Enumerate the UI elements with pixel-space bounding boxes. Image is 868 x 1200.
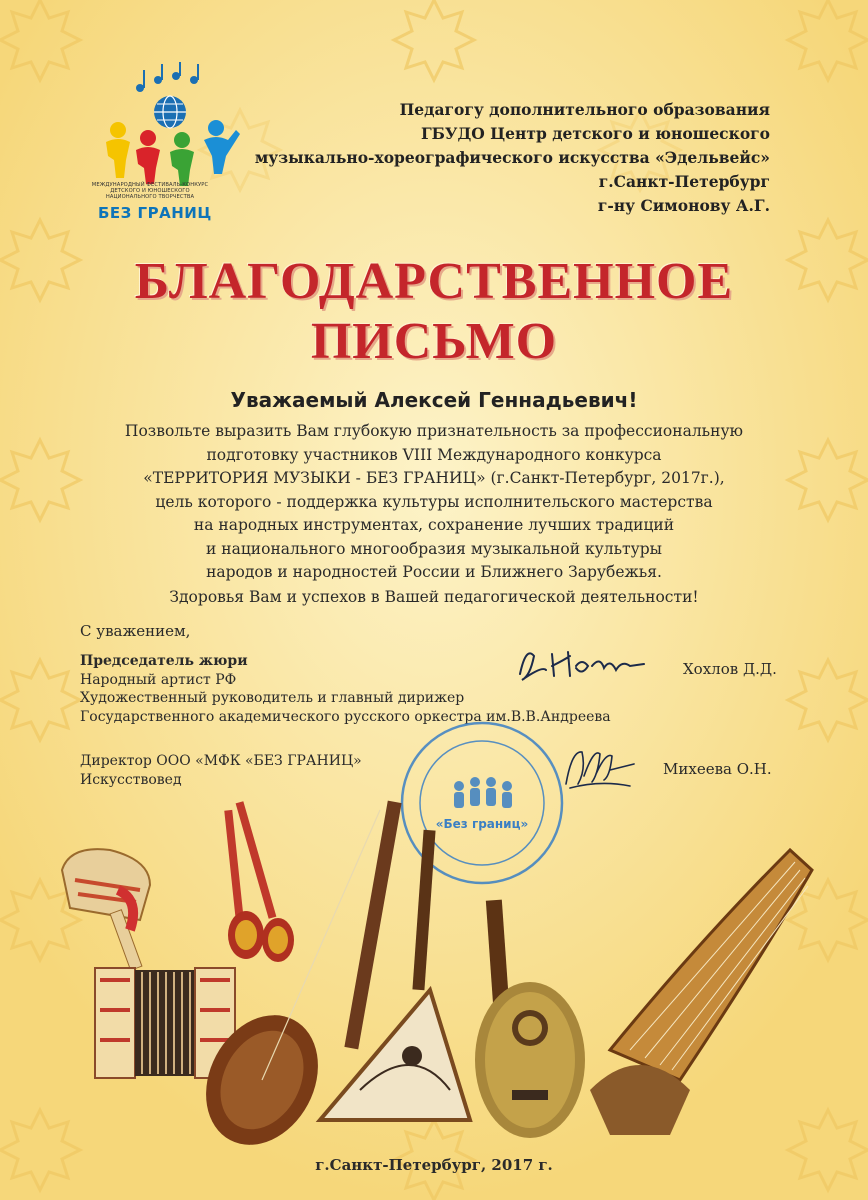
regards: С уважением, bbox=[80, 622, 191, 640]
logo-caption-line: НАЦИОНАЛЬНОГО ТВОРЧЕСТВА bbox=[105, 194, 195, 200]
body-paragraph bbox=[60, 420, 808, 585]
director-name: Михеева О.Н. bbox=[663, 760, 772, 778]
recipient-line: Педагогу дополнительного образования bbox=[399, 100, 770, 119]
logo-caption-line: МЕЖДУНАРОДНЫЙ ФЕСТИВАЛЬ-КОНКУРС bbox=[91, 182, 209, 188]
globe-icon bbox=[154, 96, 186, 128]
music-notes-icon bbox=[136, 62, 199, 92]
body-line: народов и народностей России и Ближнего Зарубежья. bbox=[206, 563, 662, 581]
gusli-icon bbox=[590, 850, 812, 1135]
wooden-rattle-icon bbox=[62, 849, 150, 970]
wooden-spoons-icon bbox=[224, 801, 294, 962]
director-title: Директор ООО «МФК «БЕЗ ГРАНИЦ» bbox=[80, 753, 362, 769]
recipient-line: ГБУДО Центр детского и юношеского bbox=[420, 124, 770, 143]
jury-chair-role: Председатель жюри bbox=[80, 653, 248, 669]
folk-instruments-illustration bbox=[0, 790, 868, 1160]
director-block bbox=[80, 752, 362, 789]
recipient-block bbox=[210, 98, 770, 218]
body-line: на народных инструментах, сохранение лучших традиций bbox=[193, 516, 675, 534]
recipient-line: г.Санкт-Петербург bbox=[598, 172, 770, 191]
body-line: и национального многообразия музыкальной культуры bbox=[206, 539, 662, 558]
balalaika-icon bbox=[320, 830, 470, 1120]
jury-chair-title: Народный артист РФ bbox=[80, 671, 237, 688]
director-title: Искусствовед bbox=[80, 771, 182, 788]
body-line: цель которого - поддержка культуры исполнительского мастерства bbox=[155, 492, 713, 511]
body-line: Позвольте выразить Вам глубокую признательность за профессиональную bbox=[124, 422, 744, 440]
stamp-center-text: «Без границ» bbox=[435, 817, 529, 831]
body-line: подготовку участников VIII Международного конкурса bbox=[206, 445, 662, 464]
recipient-line: г-ну Симонову А.Г. bbox=[597, 196, 770, 215]
footer-place-date: г.Санкт-Петербург, 2017 г. bbox=[315, 1156, 553, 1174]
jury-chair-title: Государственного академического русского оркестра им.В.В.Андреева bbox=[80, 708, 611, 725]
signature-chair bbox=[512, 636, 652, 688]
signature-director bbox=[560, 740, 640, 796]
body-line: «ТЕРРИТОРИЯ МУЗЫКИ - БЕЗ ГРАНИЦ» (г.Санкт-Петербург, 2017г.), bbox=[143, 469, 725, 487]
document-title-line-1: БЛАГОДАРСТВЕННОЕ bbox=[134, 253, 734, 310]
greeting: Уважаемый Алексей Геннадьевич! bbox=[230, 388, 638, 412]
logo-caption-line: ДЕТСКОГО И ЮНОШЕСКОГО bbox=[110, 188, 190, 194]
recipient-line: музыкально-хореографического искусства «Эдельвейс» bbox=[254, 148, 770, 167]
logo-caption bbox=[90, 182, 210, 200]
jury-chair-name: Хохлов Д.Д. bbox=[683, 660, 777, 678]
wish-line: Здоровья Вам и успехов в Вашей педагогической деятельности! bbox=[169, 588, 699, 606]
jury-chair-title: Художественный руководитель и главный дирижер bbox=[80, 690, 465, 706]
logo-title: БЕЗ ГРАНИЦ bbox=[98, 204, 212, 222]
document-title-line-2: ПИСЬМО bbox=[310, 313, 558, 370]
oud-icon bbox=[475, 900, 585, 1138]
